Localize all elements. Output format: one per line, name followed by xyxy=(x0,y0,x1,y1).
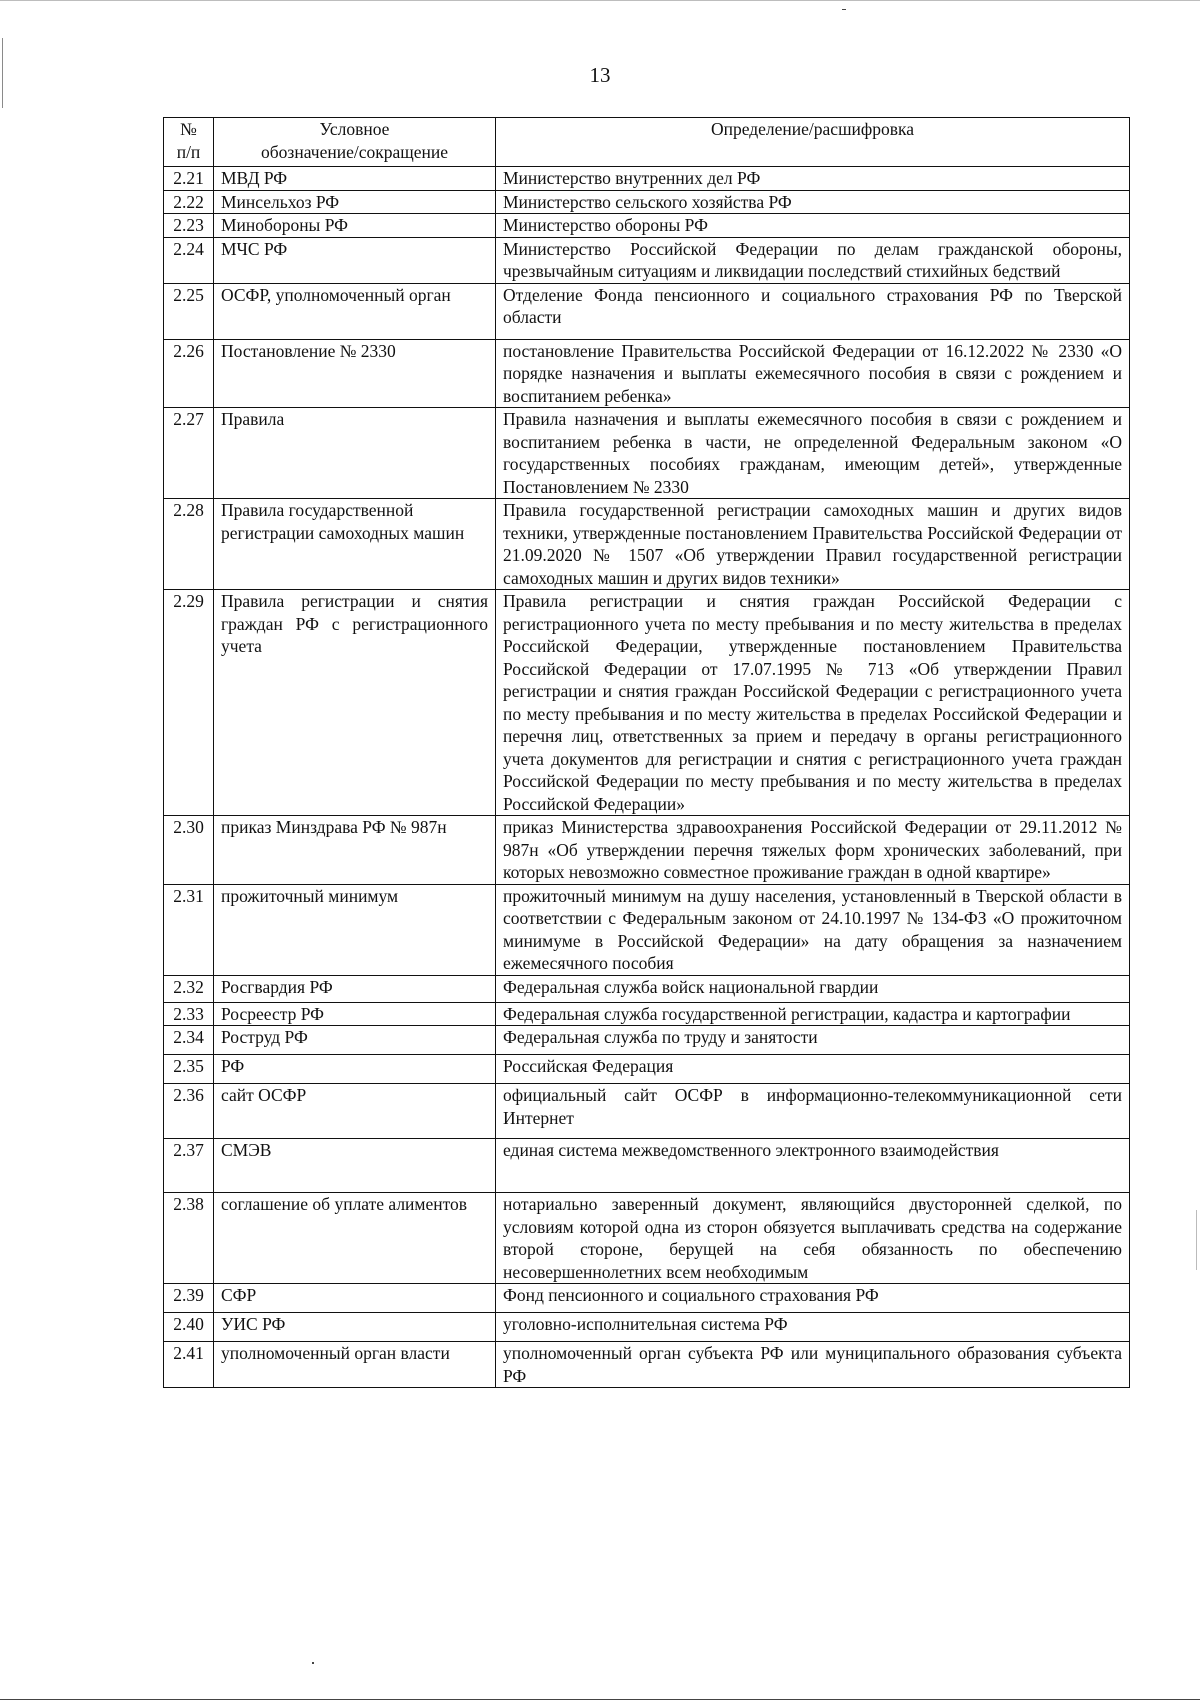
header-abbreviation-line2: обозначение/сокращение xyxy=(261,141,448,162)
table-row xyxy=(164,1342,1130,1388)
scan-edge-right xyxy=(1196,1210,1197,1270)
table-row xyxy=(164,214,1130,238)
row-definition: Правила государственной регистрации самоходных машин и других видов техники, утвержденные постановлением Правительства Российской Федерации от 21.09.2020 № 1507 «Об утверждении Правил государственной регистрации самоходных машин и других видов техники» xyxy=(496,499,1130,590)
table-row xyxy=(164,1193,1130,1284)
row-number: 2.22 xyxy=(164,190,214,214)
row-definition: официальный сайт ОСФР в информационно-телекоммуникационной сети Интернет xyxy=(496,1084,1130,1139)
table-row xyxy=(164,339,1130,408)
row-definition: Федеральная служба по труду и занятости xyxy=(496,1026,1130,1055)
table-header-row xyxy=(164,118,1130,167)
row-abbreviation: Правила государственной регистрации самоходных машин xyxy=(214,499,496,590)
row-definition: нотариально заверенный документ, являющийся двусторонней сделкой, по условиям которой одна из сторон обязуется выплачивать средства на содержание второй стороне, берущей на себя обязанность по обеспечению несовершеннолетних всем необходимым xyxy=(496,1193,1130,1284)
row-abbreviation: Постановление № 2330 xyxy=(214,339,496,408)
scan-edge-top xyxy=(0,0,1200,1)
row-number: 2.31 xyxy=(164,884,214,975)
row-abbreviation: МВД РФ xyxy=(214,167,496,191)
row-number: 2.33 xyxy=(164,1002,214,1026)
row-number: 2.34 xyxy=(164,1026,214,1055)
row-number: 2.29 xyxy=(164,590,214,816)
row-number: 2.38 xyxy=(164,1193,214,1284)
row-number: 2.41 xyxy=(164,1342,214,1388)
row-abbreviation: СФР xyxy=(214,1284,496,1313)
row-number: 2.30 xyxy=(164,816,214,885)
row-number: 2.37 xyxy=(164,1139,214,1193)
row-definition: Фонд пенсионного и социального страхования РФ xyxy=(496,1284,1130,1313)
row-abbreviation: Минсельхоз РФ xyxy=(214,190,496,214)
row-definition: Министерство внутренних дел РФ xyxy=(496,167,1130,191)
row-number: 2.39 xyxy=(164,1284,214,1313)
row-abbreviation: Минобороны РФ xyxy=(214,214,496,238)
row-abbreviation: Росгвардия РФ xyxy=(214,975,496,1002)
row-abbreviation: Роструд РФ xyxy=(214,1026,496,1055)
header-number-line1: № xyxy=(180,119,197,139)
row-abbreviation: соглашение об уплате алиментов xyxy=(214,1193,496,1284)
row-number: 2.25 xyxy=(164,283,214,339)
row-definition: уполномоченный орган субъекта РФ или муниципального образования субъекта РФ xyxy=(496,1342,1130,1388)
table-row xyxy=(164,167,1130,191)
table-row xyxy=(164,499,1130,590)
row-abbreviation: МЧС РФ xyxy=(214,237,496,283)
table-row xyxy=(164,408,1130,499)
row-abbreviation: Росреестр РФ xyxy=(214,1002,496,1026)
table-row xyxy=(164,1139,1130,1193)
table-row xyxy=(164,190,1130,214)
row-definition: Правила регистрации и снятия граждан Российской Федерации с регистрационного учета по месту пребывания и по месту жительства в пределах Российской Федерации, утвержденные постановлением Правительства Российской Федерации от 17.07.1995 № 713 «Об утверждении Правил регистрации и снятия граждан Российской Федерации с регистрационного учета по месту пребывания и по месту жительства в пределах Российской Федерации и перечня лиц, ответственных за прием и передачу в органы регистрационного учета документов для регистрации и снятия с регистрационного учета граждан Российской Федерации по месту пребывания и по месту жительства в пределах Российской Федерации» xyxy=(496,590,1130,816)
row-definition: Отделение Фонда пенсионного и социального страхования РФ по Тверской области xyxy=(496,283,1130,339)
table-row xyxy=(164,1084,1130,1139)
row-number: 2.23 xyxy=(164,214,214,238)
row-abbreviation: прожиточный минимум xyxy=(214,884,496,975)
header-abbreviation xyxy=(214,118,496,167)
table-row xyxy=(164,975,1130,1002)
row-definition: приказ Министерства здравоохранения Российской Федерации от 29.11.2012 № 987н «Об утверждении перечня тяжелых форм хронических заболеваний, при которых невозможно совместное проживание граждан в одной квартире» xyxy=(496,816,1130,885)
row-number: 2.36 xyxy=(164,1084,214,1139)
row-definition: Министерство Российской Федерации по делам гражданской обороны, чрезвычайным ситуациям и ликвидации последствий стихийных бедствий xyxy=(496,237,1130,283)
table-row xyxy=(164,1026,1130,1055)
row-abbreviation: приказ Минздрава РФ № 987н xyxy=(214,816,496,885)
row-abbreviation: Правила регистрации и снятия граждан РФ с регистрационного учета xyxy=(214,590,496,816)
row-abbreviation: РФ xyxy=(214,1055,496,1084)
abbreviations-table xyxy=(163,117,1130,1388)
row-abbreviation: ОСФР, уполномоченный орган xyxy=(214,283,496,339)
table-row xyxy=(164,1284,1130,1313)
row-definition: Федеральная служба государственной регистрации, кадастра и картографии xyxy=(496,1002,1130,1026)
row-number: 2.21 xyxy=(164,167,214,191)
header-number-line2: п/п xyxy=(176,141,201,162)
scan-edge-bottom xyxy=(0,1699,1200,1700)
table-row xyxy=(164,590,1130,816)
row-number: 2.28 xyxy=(164,499,214,590)
row-number: 2.26 xyxy=(164,339,214,408)
scan-speck xyxy=(312,1662,314,1664)
page-number: 13 xyxy=(589,63,611,87)
header-abbreviation-line1: Условное xyxy=(319,119,390,139)
row-definition: единая система межведомственного электронного взаимодействия xyxy=(496,1139,1130,1193)
row-number: 2.35 xyxy=(164,1055,214,1084)
row-abbreviation: Правила xyxy=(214,408,496,499)
row-definition: Российская Федерация xyxy=(496,1055,1130,1084)
table-row xyxy=(164,1055,1130,1084)
row-definition: Правила назначения и выплаты ежемесячного пособия в связи с рождением и воспитанием ребенка в части, не определенной Федеральным законом «О государственных пособиях гражданам, имеющим детей», утвержденные Постановлением № 2330 xyxy=(496,408,1130,499)
table-row xyxy=(164,283,1130,339)
table-row xyxy=(164,1313,1130,1342)
table-row xyxy=(164,884,1130,975)
table-row xyxy=(164,816,1130,885)
row-definition: Министерство обороны РФ xyxy=(496,214,1130,238)
row-abbreviation: СМЭВ xyxy=(214,1139,496,1193)
row-definition: Федеральная служба войск национальной гвардии xyxy=(496,975,1130,1002)
row-definition: уголовно-исполнительная система РФ xyxy=(496,1313,1130,1342)
table-row xyxy=(164,1002,1130,1026)
row-abbreviation: уполномоченный орган власти xyxy=(214,1342,496,1388)
row-abbreviation: сайт ОСФР xyxy=(214,1084,496,1139)
scan-speck xyxy=(842,9,846,10)
header-number xyxy=(164,118,214,167)
table-row xyxy=(164,237,1130,283)
row-number: 2.32 xyxy=(164,975,214,1002)
row-definition: Министерство сельского хозяйства РФ xyxy=(496,190,1130,214)
row-definition: постановление Правительства Российской Федерации от 16.12.2022 № 2330 «О порядке назначения и выплаты ежемесячного пособия в связи с рождением и воспитанием ребенка» xyxy=(496,339,1130,408)
row-number: 2.24 xyxy=(164,237,214,283)
row-number: 2.40 xyxy=(164,1313,214,1342)
row-abbreviation: УИС РФ xyxy=(214,1313,496,1342)
row-definition: прожиточный минимум на душу населения, установленный в Тверской области в соответствии с Федеральным законом от 24.10.1997 № 134-ФЗ «О прожиточном минимуме в Российской Федерации» на дату обращения за назначением ежемесячного пособия xyxy=(496,884,1130,975)
header-definition: Определение/расшифровка xyxy=(496,118,1130,167)
row-number: 2.27 xyxy=(164,408,214,499)
